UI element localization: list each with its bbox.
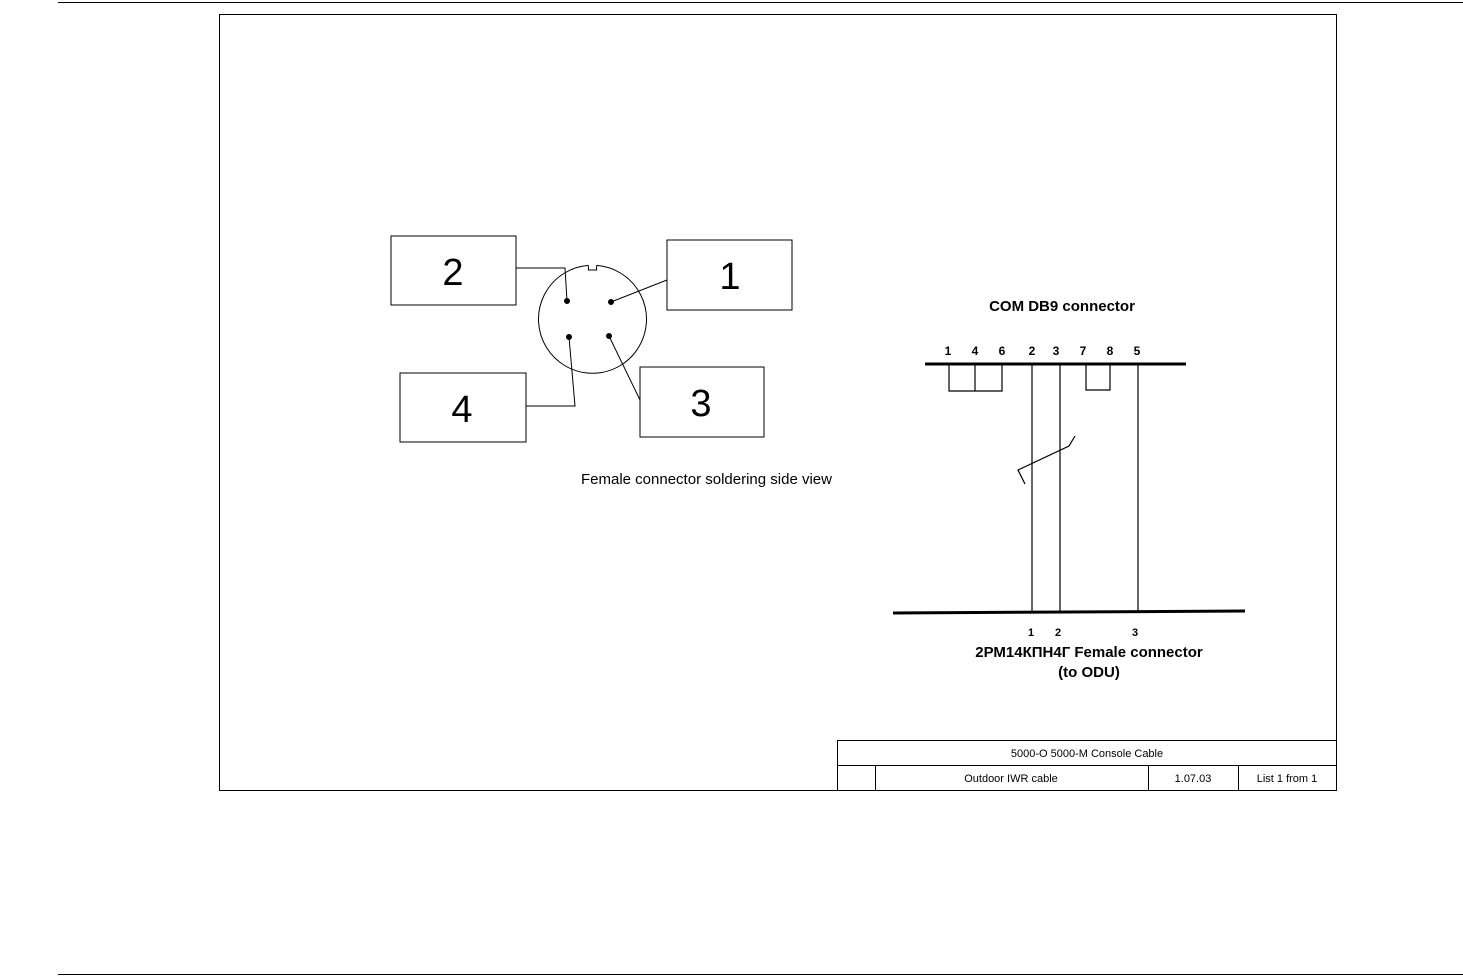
connector-body (539, 265, 647, 373)
odu-pin-label: 1 (1027, 627, 1035, 639)
odu-bus-line (893, 611, 1245, 613)
jumper-7-8 (1086, 364, 1110, 390)
pin-box-label-1: 1 (719, 256, 741, 298)
db9-title: COM DB9 connector (989, 298, 1135, 315)
leader-pin-4 (526, 337, 575, 406)
connector-key-notch (588, 265, 596, 270)
leader-pin-1 (611, 280, 667, 302)
db9-pin-label: 7 (1079, 344, 1087, 358)
db9-pin-label: 5 (1133, 344, 1141, 358)
twist-marker (1018, 436, 1075, 484)
title-block-title: 5000-O 5000-M Console Cable (1010, 748, 1164, 760)
odu-connector-subtitle: (to ODU) (1058, 664, 1120, 681)
odu-connector-title: 2РМ14КПН4Г Female connector (975, 644, 1203, 661)
db9-pin-label: 1 (944, 344, 952, 358)
db9-wiring (893, 364, 1245, 613)
leader-pin-2 (516, 268, 567, 301)
title-block-version: 1.07.03 (1174, 773, 1212, 785)
db9-pin-label: 8 (1106, 344, 1114, 358)
odu-pin-label: 3 (1131, 627, 1139, 639)
odu-pin-label: 2 (1054, 627, 1062, 639)
pin-box-label-3: 3 (690, 383, 712, 425)
leader-pin-3 (609, 336, 640, 400)
pin-box-label-4: 4 (451, 389, 473, 431)
db9-pin-label: 2 (1028, 344, 1036, 358)
db9-pin-label: 4 (971, 344, 979, 358)
connector-view-caption: Female connector soldering side view (581, 471, 832, 488)
title-block-sheet: List 1 from 1 (1256, 773, 1318, 785)
db9-pin-label: 3 (1052, 344, 1060, 358)
pin-box-label-2: 2 (442, 252, 464, 294)
title-block-description: Outdoor IWR cable (964, 773, 1058, 785)
db9-pin-label: 6 (998, 344, 1006, 358)
